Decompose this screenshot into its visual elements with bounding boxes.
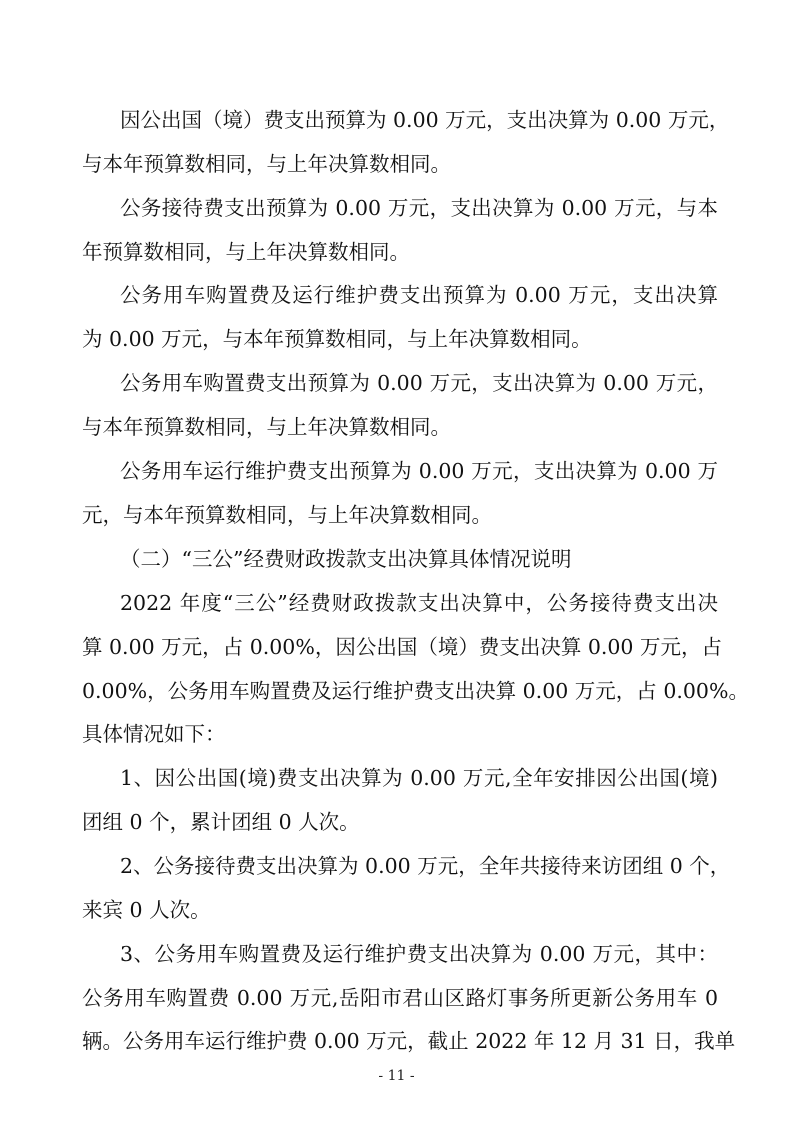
text-line: 公务用车购置费支出预算为 0.00 万元，支出决算为 0.00 万元， [120, 371, 718, 395]
text-line: 因公出国（境）费支出预算为 0.00 万元，支出决算为 0.00 万元， [120, 108, 730, 132]
text-line: 年预算数相同，与上年决算数相同。 [82, 240, 410, 264]
section-heading: （二）“三公”经费财政拨款支出决算具体情况说明 [120, 547, 572, 571]
text-line: 2022 年度“三公”经费财政拨款支出决算中，公务接待费支出决 [120, 591, 718, 615]
text-line: 元，与本年预算数相同，与上年决算数相同。 [82, 503, 492, 527]
text-line: 具体情况如下： [82, 722, 226, 746]
text-line: 3、公务用车购置费及运行维护费支出决算为 0.00 万元，其中： [120, 942, 718, 966]
text-line: 公务用车运行维护费支出预算为 0.00 万元，支出决算为 0.00 万 [120, 459, 718, 483]
text-line: 团组 0 个，累计团组 0 人次。 [82, 810, 360, 834]
text-line: 为 0.00 万元，与本年预算数相同，与上年决算数相同。 [82, 327, 592, 351]
text-line: 2、公务接待费支出决算为 0.00 万元，全年共接待来访团组 0 个， [120, 854, 731, 878]
text-line: 0.00%，公务用车购置费及运行维护费支出决算 0.00 万元，占 0.00%。 [82, 679, 749, 703]
text-line: 与本年预算数相同，与上年决算数相同。 [82, 152, 451, 176]
text-line: 与本年预算数相同，与上年决算数相同。 [82, 415, 451, 439]
text-line: 公务接待费支出预算为 0.00 万元，支出决算为 0.00 万元，与本 [120, 196, 718, 220]
text-line: 1、因公出国(境)费支出决算为 0.00 万元,全年安排因公出国(境) [120, 766, 718, 790]
text-line: 来宾 0 人次。 [82, 898, 211, 922]
page-number: - 11 - [378, 1068, 415, 1084]
text-line: 公务用车购置费 0.00 万元,岳阳市君山区路灯事务所更新公务用车 0 [82, 986, 718, 1010]
text-line: 算 0.00 万元，占 0.00%，因公出国（境）费支出决算 0.00 万元，占 [82, 635, 722, 659]
text-line: 公务用车购置费及运行维护费支出预算为 0.00 万元，支出决算 [120, 283, 718, 307]
text-line: 辆。公务用车运行维护费 0.00 万元，截止 2022 年 12 月 31 日，我单 [82, 1029, 736, 1053]
